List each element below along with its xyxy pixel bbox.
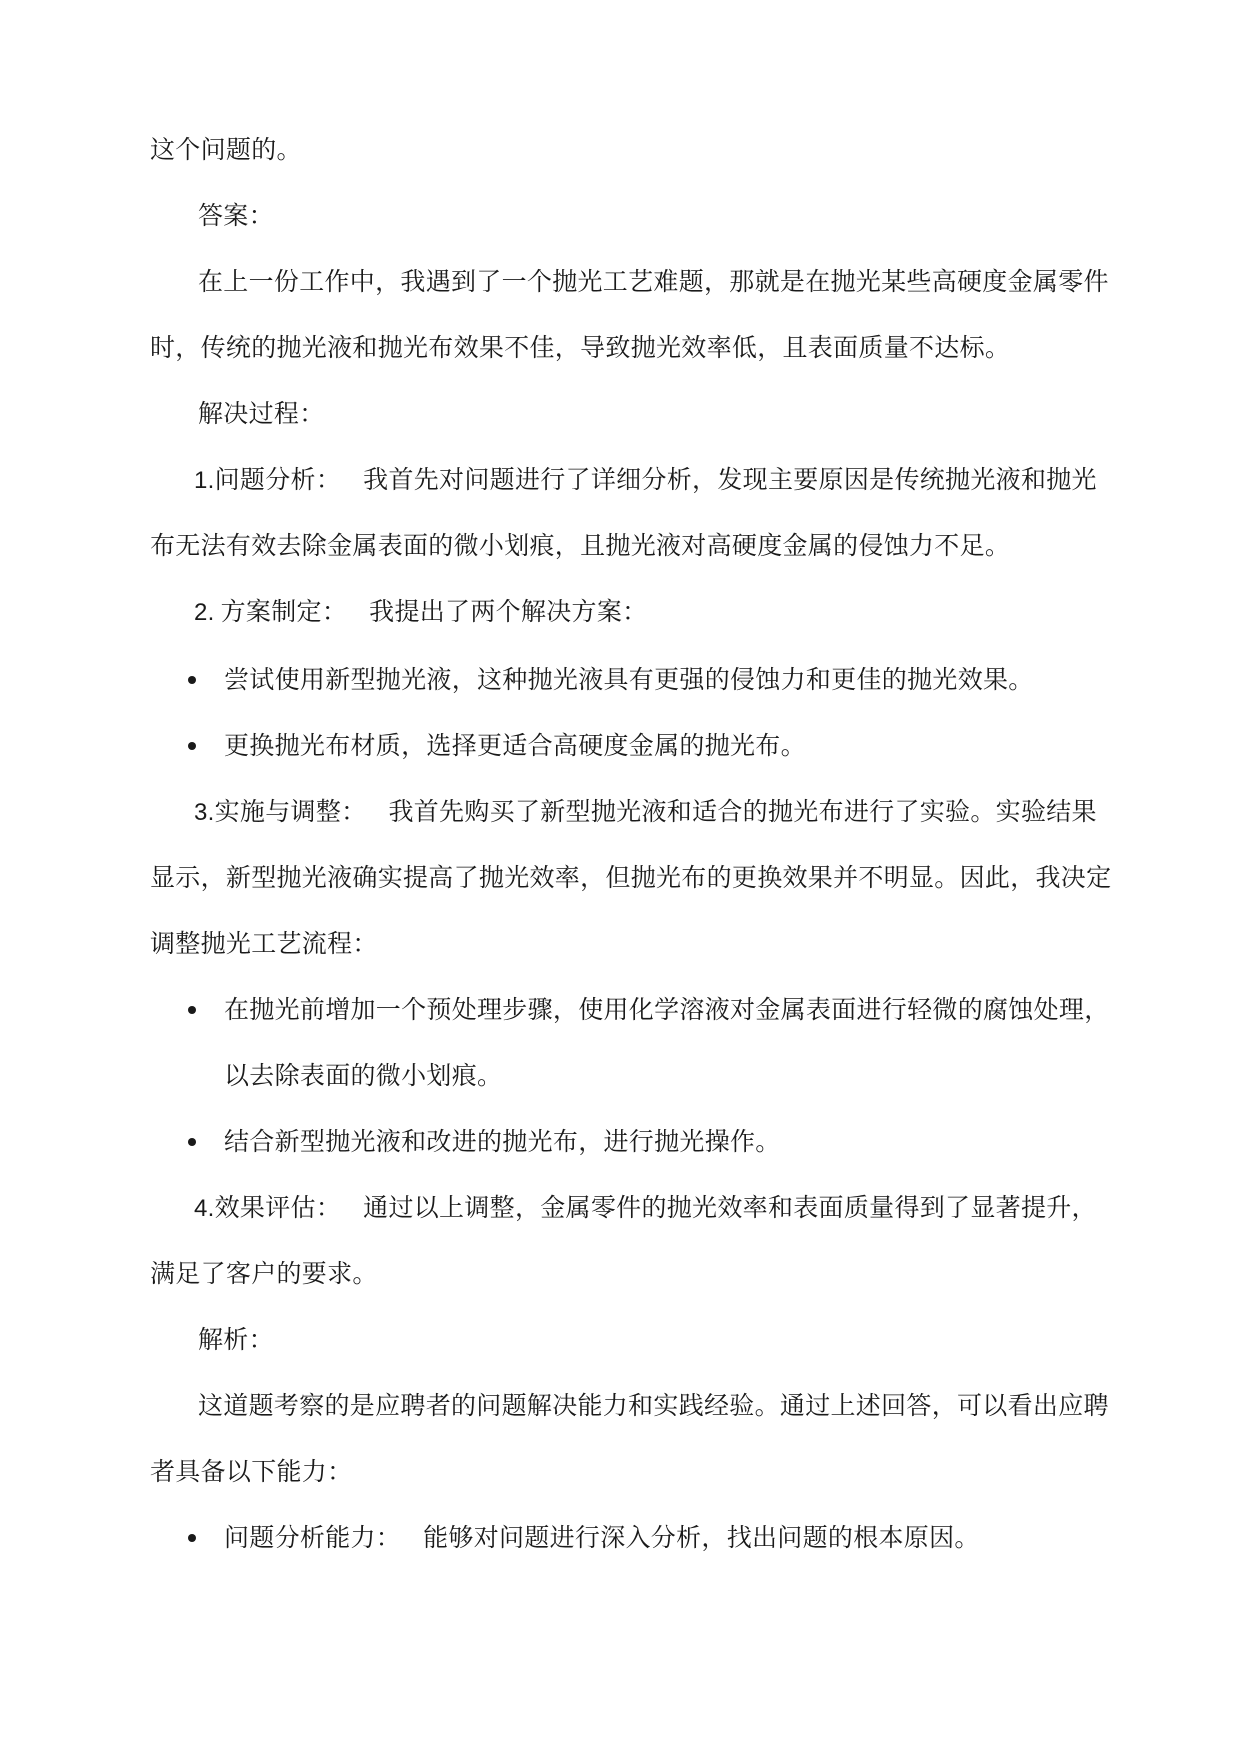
step-2-bullet-1: 尝试使用新型抛光液，这种抛光液具有更强的侵蚀力和更佳的抛光效果。	[224, 665, 1034, 694]
step-1-text: 我首先对问题进行了详细分析，发现主要原因是传统抛光液和抛光	[363, 465, 1097, 494]
step-3-title: 实施与调整：	[214, 797, 367, 826]
step-4-text: 通过以上调整，金属零件的抛光效率和表面质量得到了显著提升，	[363, 1193, 1097, 1222]
step-1-number: 1.	[194, 467, 215, 494]
answer-heading: 答案：	[198, 201, 274, 230]
answer-paragraph-line-2: 时，传统的抛光液和抛光布效果不佳，导致抛光效率低，且表面质量不达标。	[150, 333, 1011, 362]
step-2-bullet-2: 更换抛光布材质，选择更适合高硬度金属的抛光布。	[224, 731, 806, 760]
step-3-line-2: 显示，新型抛光液确实提高了抛光效率，但抛光布的更换效果并不明显。因此，我决定	[150, 863, 1112, 892]
ability-title: 问题分析能力：	[224, 1523, 402, 1552]
step-3-number: 3.	[194, 799, 215, 826]
step-3-line-3: 调整抛光工艺流程：	[150, 929, 378, 958]
step-1-line-2: 布无法有效去除金属表面的微小划痕，且抛光液对高硬度金属的侵蚀力不足。	[150, 531, 1011, 560]
step-2-text: 我提出了两个解决方案：	[369, 597, 648, 626]
step-1-line-1	[194, 464, 1097, 497]
bullet-icon	[188, 676, 196, 684]
step-3-bullet-1-line-1: 在抛光前增加一个预处理步骤，使用化学溶液对金属表面进行轻微的腐蚀处理，	[224, 995, 1110, 1024]
bullet-icon	[188, 1138, 196, 1146]
step-1-title: 问题分析：	[214, 465, 342, 494]
analysis-heading: 解析：	[198, 1325, 274, 1354]
step-3-bullet-2: 结合新型抛光液和改进的抛光布，进行抛光操作。	[224, 1127, 781, 1156]
analysis-paragraph-line-1: 这道题考察的是应聘者的问题解决能力和实践经验。通过上述回答，可以看出应聘	[198, 1391, 1109, 1420]
step-3-line-1	[194, 796, 1097, 829]
step-3-text: 我首先购买了新型抛光液和适合的抛光布进行了实验。实验结果	[388, 797, 1097, 826]
step-4-line-1	[194, 1192, 1097, 1225]
answer-paragraph-line-1: 在上一份工作中，我遇到了一个抛光工艺难题，那就是在抛光某些高硬度金属零件	[198, 267, 1109, 296]
step-4-number: 4.	[194, 1195, 215, 1222]
ability-item-1	[224, 1522, 980, 1554]
step-2-number: 2.	[194, 599, 215, 626]
step-4-title: 效果评估：	[214, 1193, 342, 1222]
bullet-icon	[188, 1006, 196, 1014]
ability-text: 能够对问题进行深入分析，找出问题的根本原因。	[423, 1523, 980, 1552]
bullet-icon	[188, 1534, 196, 1542]
intro-tail: 这个问题的。	[150, 135, 302, 164]
step-4-line-2: 满足了客户的要求。	[150, 1259, 378, 1288]
analysis-paragraph-line-2: 者具备以下能力：	[150, 1457, 353, 1486]
step-2-title: 方案制定：	[220, 597, 348, 626]
step-3-bullet-1-line-2: 以去除表面的微小划痕。	[224, 1061, 503, 1090]
bullet-icon	[188, 742, 196, 750]
process-heading: 解决过程：	[198, 399, 325, 428]
step-2-line	[194, 596, 647, 629]
